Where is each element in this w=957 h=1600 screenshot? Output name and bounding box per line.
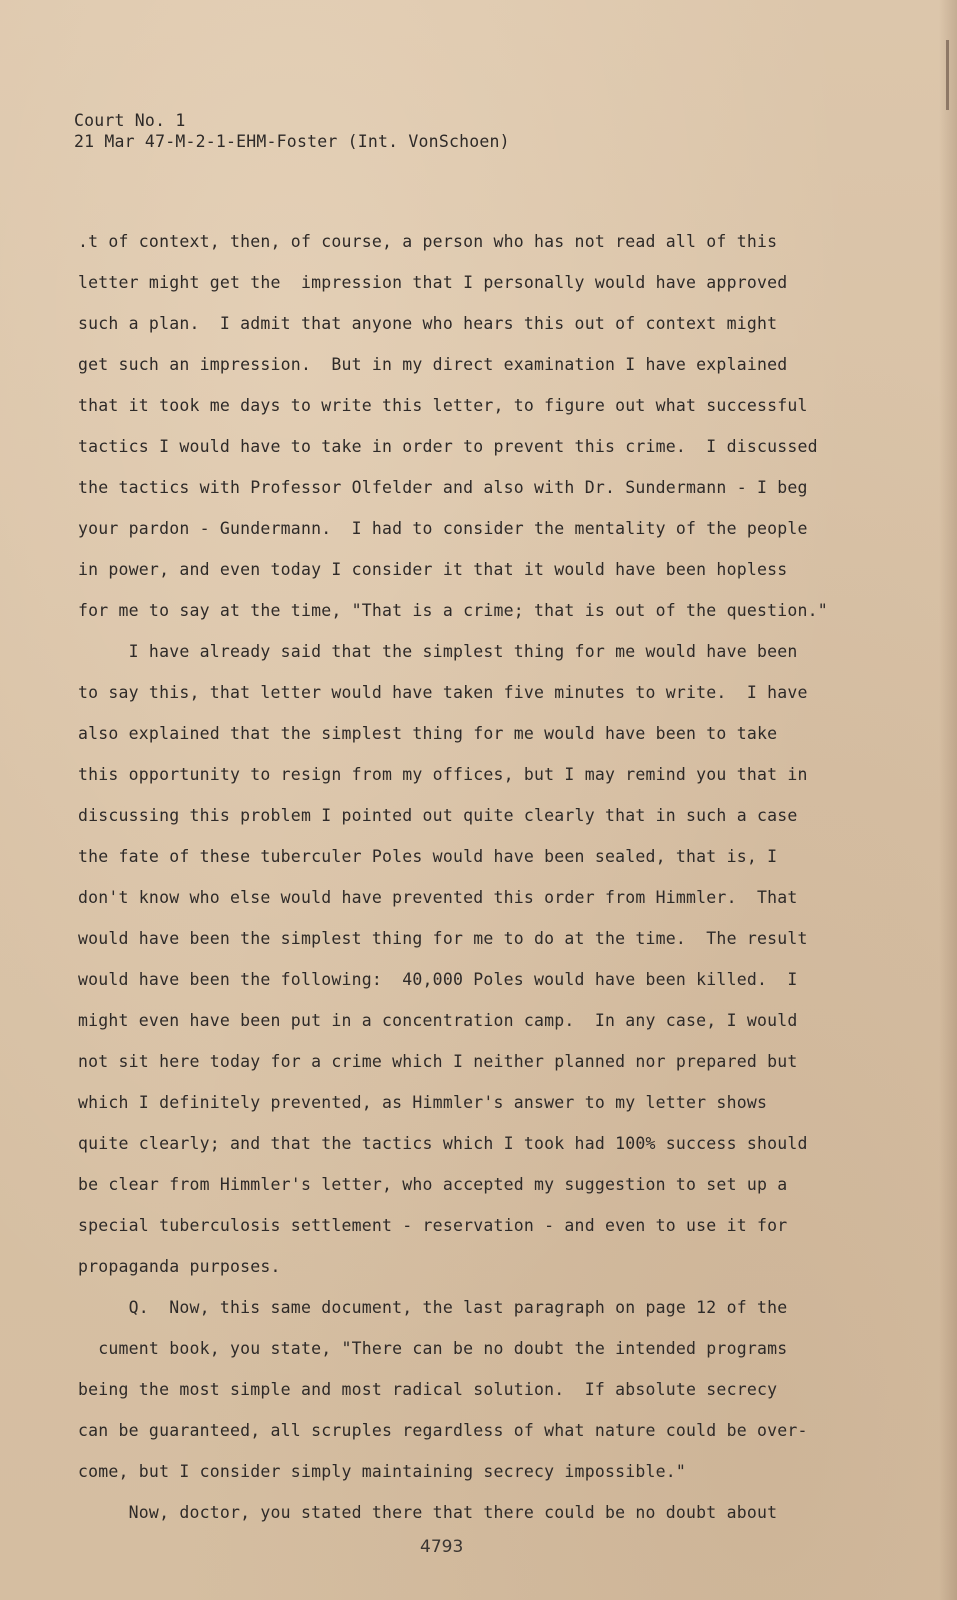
text-line: would have been the simplest thing for me to do at the time. The result	[78, 929, 808, 948]
text-line: your pardon - Gundermann. I had to consider the mentality of the people	[78, 519, 808, 538]
text-line: the fate of these tuberculer Poles would have been sealed, that is, I	[78, 847, 778, 866]
text-line: being the most simple and most radical solution. If absolute secrecy	[78, 1380, 778, 1399]
page-edge-shadow	[939, 0, 957, 1600]
transcript-body	[78, 221, 848, 1533]
document-header	[74, 110, 510, 152]
text-line: which I definitely prevented, as Himmler's answer to my letter shows	[78, 1093, 768, 1112]
text-line: get such an impression. But in my direct examination I have explained	[78, 355, 788, 374]
text-line: tactics I would have to take in order to prevent this crime. I discussed	[78, 437, 818, 456]
text-line: discussing this problem I pointed out quite clearly that in such a case	[78, 806, 798, 825]
text-line: cument book, you state, "There can be no doubt the intended programs	[78, 1339, 788, 1358]
text-line: this opportunity to resign from my offices, but I may remind you that in	[78, 765, 808, 784]
text-line: in power, and even today I consider it that it would have been hopless	[78, 560, 788, 579]
text-line: might even have been put in a concentration camp. In any case, I would	[78, 1011, 798, 1030]
text-line: quite clearly; and that the tactics which I took had 100% success should	[78, 1134, 808, 1153]
text-line: for me to say at the time, "That is a crime; that is out of the question."	[78, 601, 828, 620]
transcript-reference: 21 Mar 47-M-2-1-EHM-Foster (Int. VonSchoen)	[74, 132, 510, 151]
text-line: that it took me days to write this letter, to figure out what successful	[78, 396, 808, 415]
text-line: Q. Now, this same document, the last paragraph on page 12 of the	[78, 1298, 788, 1317]
text-line: special tuberculosis settlement - reservation - and even to use it for	[78, 1216, 788, 1235]
text-line: come, but I consider simply maintaining secrecy impossible."	[78, 1462, 687, 1481]
binding-mark	[946, 40, 949, 110]
text-line: the tactics with Professor Olfelder and also with Dr. Sundermann - I beg	[78, 478, 808, 497]
text-line: propaganda purposes.	[78, 1257, 281, 1276]
court-number: Court No. 1	[74, 111, 186, 130]
text-line: can be guaranteed, all scruples regardless of what nature could be over-	[78, 1421, 808, 1440]
page-number: 4793	[420, 1537, 464, 1557]
text-line: also explained that the simplest thing for me would have been to take	[78, 724, 778, 743]
text-line: letter might get the impression that I personally would have approved	[78, 273, 788, 292]
text-line: Now, doctor, you stated there that there could be no doubt about	[78, 1503, 778, 1522]
text-line: not sit here today for a crime which I neither planned nor prepared but	[78, 1052, 798, 1071]
text-line: would have been the following: 40,000 Poles would have been killed. I	[78, 970, 798, 989]
text-line: such a plan. I admit that anyone who hears this out of context might	[78, 314, 778, 333]
text-line: be clear from Himmler's letter, who accepted my suggestion to set up a	[78, 1175, 788, 1194]
text-line: don't know who else would have prevented this order from Himmler. That	[78, 888, 798, 907]
text-line: .t of context, then, of course, a person who has not read all of this	[78, 232, 778, 251]
text-line: to say this, that letter would have taken five minutes to write. I have	[78, 683, 808, 702]
text-line: I have already said that the simplest thing for me would have been	[78, 642, 798, 661]
